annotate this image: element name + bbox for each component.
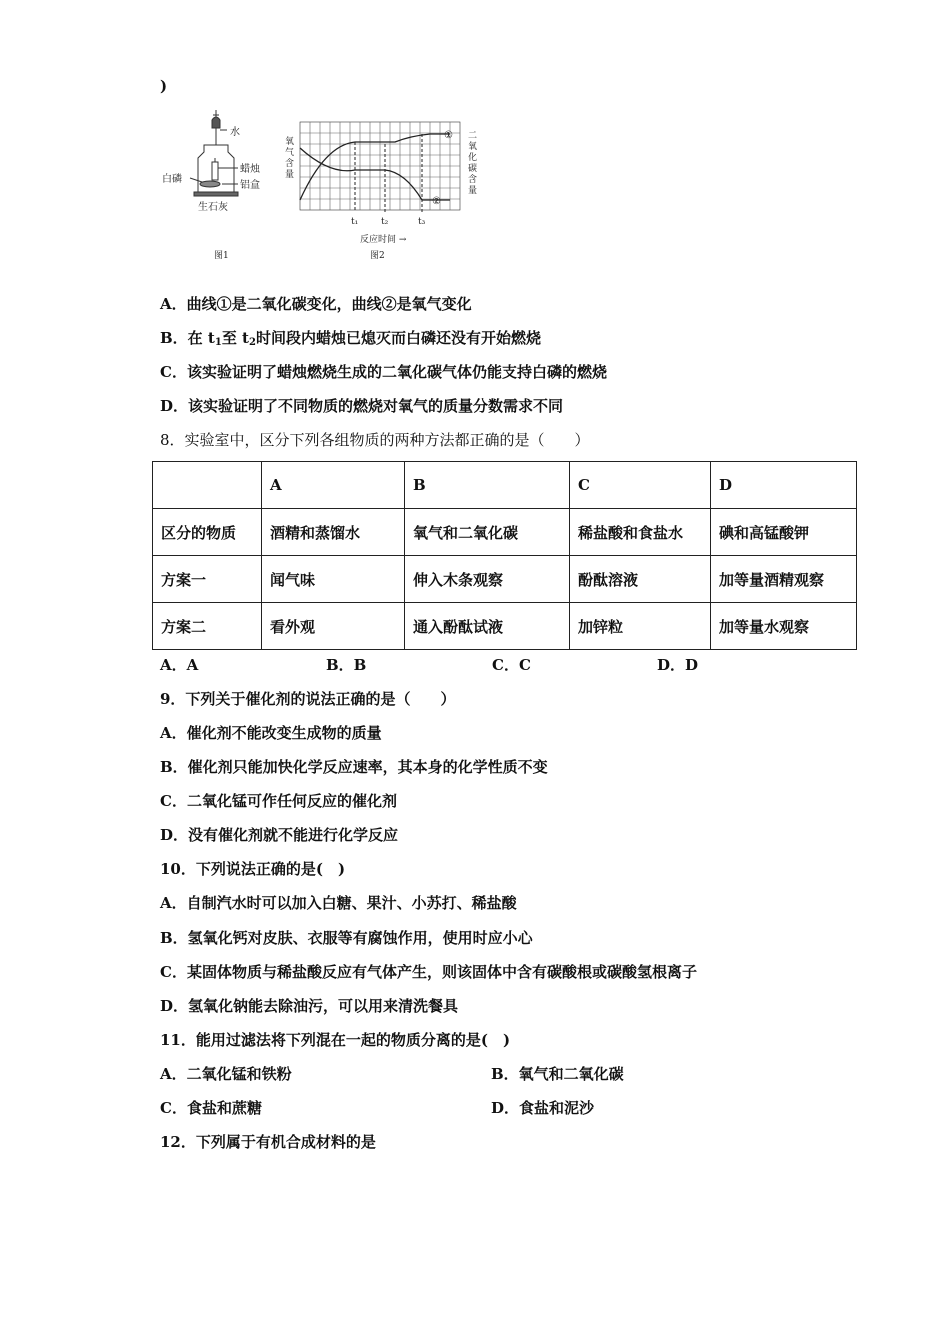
q10-option-c: C．某固体物质与稀盐酸反应有气体产生，则该固体中含有碳酸根或碳酸氢根离子 xyxy=(160,963,697,981)
q9-option-b: B．催化剂只能加快化学反应速率，其本身的化学性质不变 xyxy=(160,758,548,776)
q11-option-a: A．二氧化锰和铁粉 xyxy=(160,1065,292,1083)
q11-stem: 11．能用过滤法将下列混在一起的物质分离的是( ) xyxy=(160,1031,511,1049)
table-cell: 方案二 xyxy=(153,603,262,650)
table-cell: B xyxy=(405,462,570,509)
table-cell: 方案一 xyxy=(153,556,262,603)
tick-t3: t₃ xyxy=(418,217,426,227)
table-cell: 区分的物质 xyxy=(153,509,262,556)
table-cell: 加等量水观察 xyxy=(711,603,857,650)
q9-option-d: D．没有催化剂就不能进行化学反应 xyxy=(160,826,399,844)
table-cell: 酚酞溶液 xyxy=(570,556,711,603)
table-cell: 闻气味 xyxy=(262,556,405,603)
y-right-label xyxy=(468,131,477,196)
tick-t2: t₂ xyxy=(381,217,389,227)
question-tail-paren: ) xyxy=(160,77,168,95)
q7-option-d: D．该实验证明了不同物质的燃烧对氧气的质量分数需求不同 xyxy=(160,397,564,415)
table-row xyxy=(153,603,857,650)
q10-option-b: B．氢氧化钙对皮肤、衣服等有腐蚀作用，使用时应小心 xyxy=(160,929,533,947)
q8-option-b: B．B xyxy=(326,656,367,674)
curve-1-label: ① xyxy=(444,130,453,141)
table-cell: D xyxy=(711,462,857,509)
q11-option-c: C．食盐和蔗糖 xyxy=(160,1099,262,1117)
q8-stem: 8．实验室中，区分下列各组物质的两种方法都正确的是（ ） xyxy=(160,431,590,449)
table-cell: A xyxy=(262,462,405,509)
svg-text:化: 化 xyxy=(468,153,478,163)
q8-table xyxy=(152,461,857,650)
curve-2 xyxy=(300,148,450,200)
table-cell: 稀盐酸和食盐水 xyxy=(570,509,711,556)
q11-option-b: B．氧气和二氧化碳 xyxy=(491,1065,624,1083)
table-cell xyxy=(153,462,262,509)
table-cell: 碘和高锰酸钾 xyxy=(711,509,857,556)
table-cell: 加等量酒精观察 xyxy=(711,556,857,603)
tick-t1: t₁ xyxy=(351,217,359,227)
x-axis-label: 反应时间 → xyxy=(360,235,407,245)
q10-stem: 10．下列说法正确的是( ) xyxy=(160,860,346,878)
svg-text:碳: 碳 xyxy=(468,164,478,174)
svg-text:含: 含 xyxy=(285,159,295,169)
q10-option-d: D．氢氧化钠能去除油污，可以用来清洗餐具 xyxy=(160,997,459,1015)
table-row xyxy=(153,556,857,603)
q9-option-a: A．催化剂不能改变生成物的质量 xyxy=(160,724,382,742)
q7-option-c: C．该实验证明了蜡烛燃烧生成的二氧化碳气体仍能支持白磷的燃烧 xyxy=(160,363,607,381)
table-cell: C xyxy=(570,462,711,509)
figure2-caption: 图2 xyxy=(370,251,385,261)
q8-option-a: A．A xyxy=(160,656,199,674)
q11-option-d: D．食盐和泥沙 xyxy=(491,1099,595,1117)
table-cell: 加锌粒 xyxy=(570,603,711,650)
curve-2-label: ② xyxy=(432,196,441,207)
svg-text:量: 量 xyxy=(468,186,478,196)
q8-option-c: C．C xyxy=(492,656,531,674)
table-row xyxy=(153,509,857,556)
label-candle: 蜡烛 xyxy=(240,164,260,175)
svg-text:氧: 氧 xyxy=(285,137,295,147)
figure1-caption: 图1 xyxy=(214,251,229,261)
q7-option-a: A．曲线①是二氧化碳变化，曲线②是氧气变化 xyxy=(160,295,472,313)
svg-text:氧: 氧 xyxy=(468,142,478,152)
experiment-figure xyxy=(160,100,500,270)
q7-option-b: B．在 $t_1$至 $t_2$时间段内蜡烛已熄灭而白磷还没有开始燃烧 xyxy=(160,329,541,348)
table-cell: 伸入木条观察 xyxy=(405,556,570,603)
table-cell: 看外观 xyxy=(262,603,405,650)
label-quicklime: 生石灰 xyxy=(198,202,228,213)
table-row xyxy=(153,462,857,509)
svg-text:量: 量 xyxy=(285,170,295,180)
q12-stem: 12．下列属于有机合成材料的是 xyxy=(160,1133,376,1151)
table-cell: 氧气和二氧化碳 xyxy=(405,509,570,556)
table-cell: 酒精和蒸馏水 xyxy=(262,509,405,556)
label-water: 水 xyxy=(230,127,240,138)
q8-option-d: D．D xyxy=(657,656,699,674)
q10-option-a: A．自制汽水时可以加入白糖、果汁、小苏打、稀盐酸 xyxy=(160,894,517,912)
svg-text:含: 含 xyxy=(468,175,478,185)
q9-stem: 9．下列关于催化剂的说法正确的是（ ） xyxy=(160,690,456,708)
svg-text:气: 气 xyxy=(285,148,295,158)
svg-text:二: 二 xyxy=(468,131,478,141)
label-white-phosphorus: 白磷 xyxy=(162,174,182,185)
y-left-label xyxy=(285,135,294,180)
apparatus-drawing xyxy=(190,110,238,196)
table-cell: 通入酚酞试液 xyxy=(405,603,570,650)
label-aluminum-box: 铝盒 xyxy=(240,180,260,191)
q9-option-c: C．二氧化锰可作任何反应的催化剂 xyxy=(160,792,397,810)
